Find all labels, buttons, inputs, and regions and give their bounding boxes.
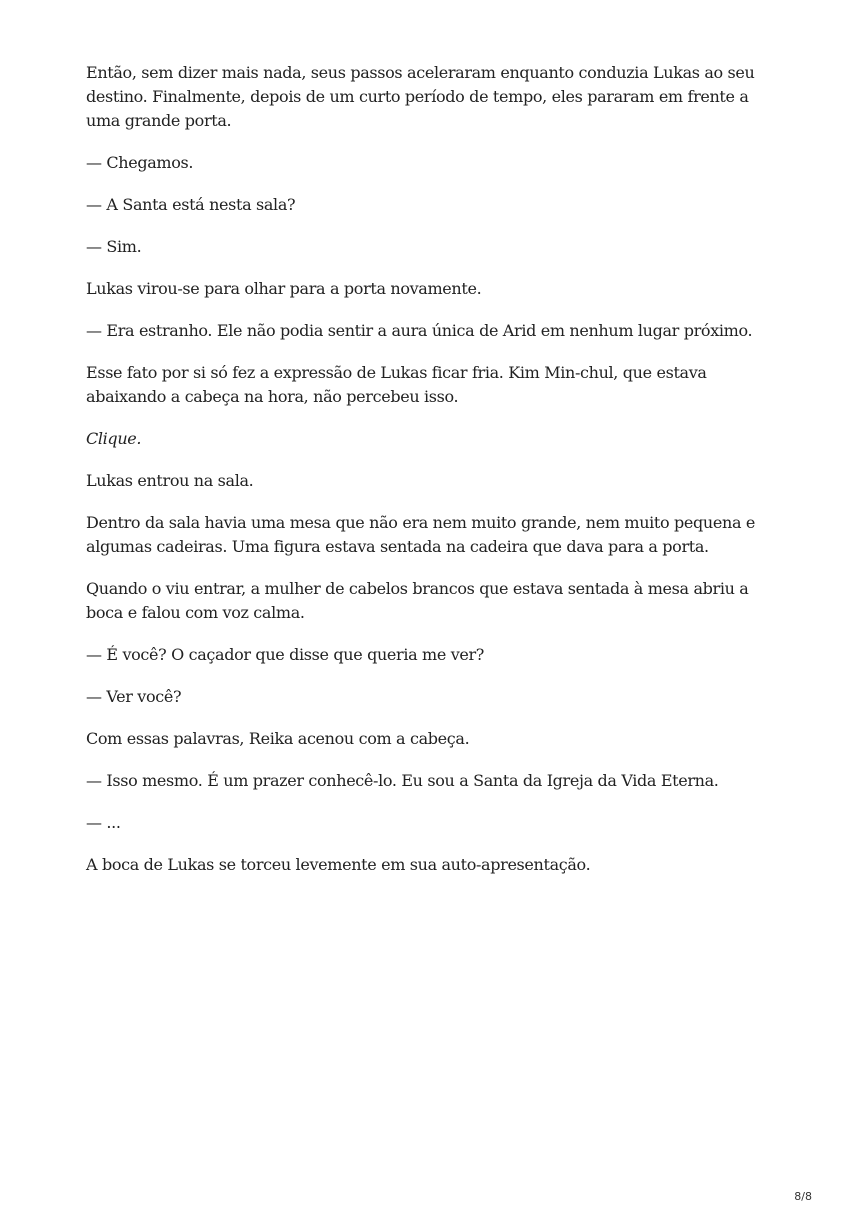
- paragraph-dialogue: — Isso mesmo. É um prazer conhecê-lo. Eu sou a Santa da Igreja da Vida Eterna.: [86, 771, 719, 790]
- page-number: 8/8: [794, 1190, 812, 1203]
- paragraph-dialogue: — Era estranho. Ele não podia sentir a aura única de Arid em nenhum lugar próximo.: [86, 321, 753, 340]
- paragraph-sound-effect: Clique.: [86, 429, 142, 448]
- paragraph-narration: Esse fato por si só fez a expressão de Lukas ficar fria. Kim Min-chul, que estava abaixando a cabeça na hora, não percebeu isso.: [86, 363, 707, 406]
- paragraph-narration: Quando o viu entrar, a mulher de cabelos brancos que estava sentada à mesa abriu a boca e falou com voz calma.: [86, 579, 749, 622]
- paragraph-narration: Lukas entrou na sala.: [86, 471, 254, 490]
- paragraph-dialogue: — Ver você?: [86, 687, 182, 706]
- paragraph-dialogue: — É você? O caçador que disse que queria me ver?: [86, 645, 485, 664]
- document-body: [86, 61, 786, 895]
- paragraph-narration: Dentro da sala havia uma mesa que não era nem muito grande, nem muito pequena e algumas cadeiras. Uma figura estava sentada na cadeira que dava para a porta.: [86, 513, 756, 556]
- paragraph-dialogue: — Chegamos.: [86, 153, 194, 172]
- paragraph-narration: Lukas virou-se para olhar para a porta novamente.: [86, 279, 482, 298]
- paragraph-dialogue: — Sim.: [86, 237, 142, 256]
- paragraph-narration: Com essas palavras, Reika acenou com a cabeça.: [86, 729, 470, 748]
- paragraph-narration: A boca de Lukas se torceu levemente em sua auto-apresentação.: [86, 855, 591, 874]
- paragraph-dialogue: — ...: [86, 813, 121, 832]
- paragraph-dialogue: — A Santa está nesta sala?: [86, 195, 296, 214]
- paragraph-narration: Então, sem dizer mais nada, seus passos aceleraram enquanto conduzia Lukas ao seu destino. Finalmente, depois de um curto período de tempo, eles pararam em frente a uma grande porta.: [86, 63, 755, 130]
